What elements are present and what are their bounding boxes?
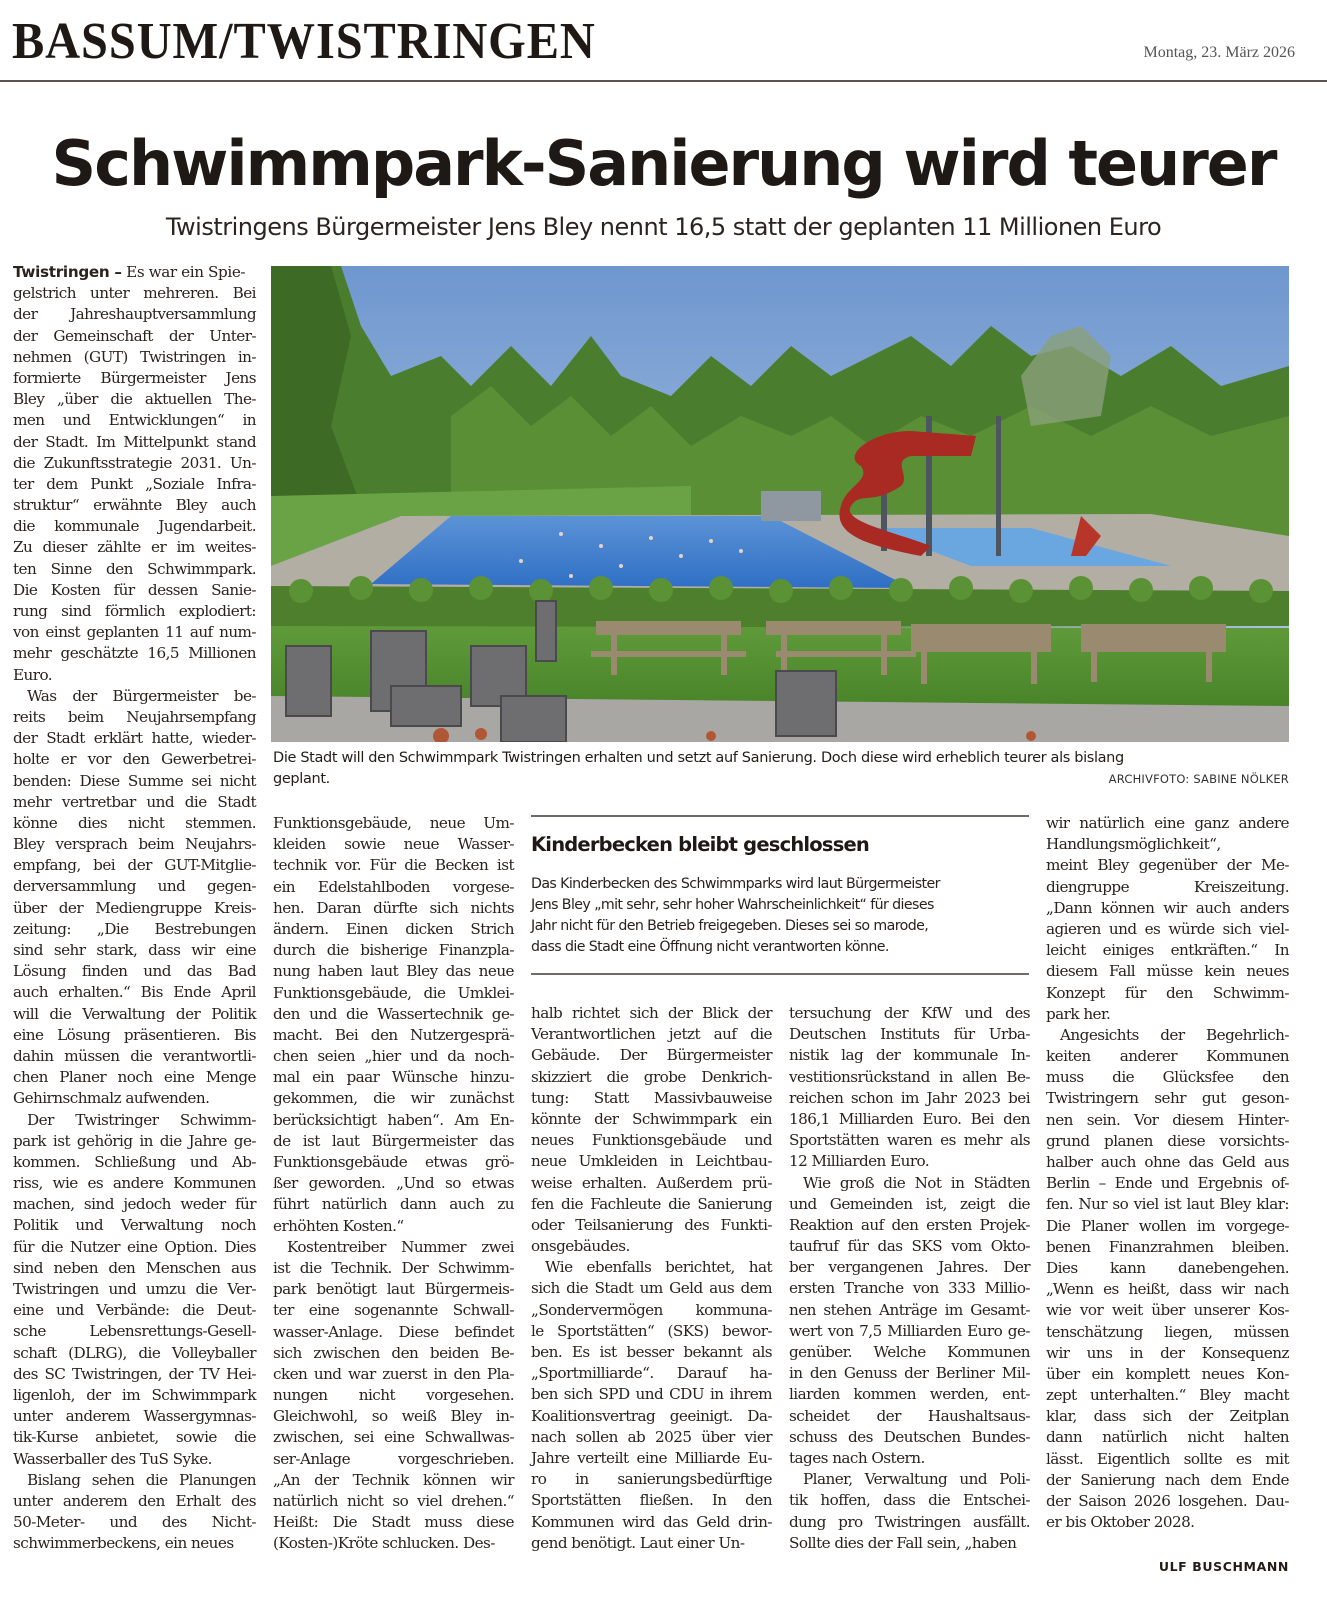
text-line: le Sportstätten“ (SKS) bewor- xyxy=(531,1321,772,1340)
text-line: Sportstätten waren es mehr als xyxy=(789,1131,1030,1150)
text-line: berücksichtigt haben“. Am En- xyxy=(273,1110,514,1129)
text-line: Konzept für den Schwimm- xyxy=(1046,983,1289,1002)
text-line: „Dann können wir auch anders xyxy=(1046,898,1289,917)
text-line: er bis Oktober 2028. xyxy=(1046,1513,1195,1532)
text-line: erhöhten Kosten.“ xyxy=(273,1216,404,1235)
text-line: nen sein. Vor diesem Hinter- xyxy=(1046,1110,1289,1129)
text-line: gelstrich unter mehreren. Bei xyxy=(13,284,256,303)
text-line: ben. Es ist besser bekannt als xyxy=(531,1343,772,1361)
text-line: riss, wie es andere Kommunen xyxy=(13,1174,256,1193)
infobox-line: Jahr nicht für den Betrieb freigegeben. Dieses sei so marode, xyxy=(531,918,929,934)
text-line: wert von 7,5 Milliarden Euro ge- xyxy=(789,1321,1030,1340)
text-line: kleiden sowie neue Wasser- xyxy=(273,835,514,854)
text-line: der Sanierung nach dem Ende xyxy=(1046,1470,1289,1489)
text-line: nach sollen ab 2025 über vier xyxy=(531,1427,772,1446)
text-line: struktur“ erwähnte Bley auch xyxy=(13,496,256,515)
text-line: sich die Stadt um Geld aus dem xyxy=(531,1279,772,1298)
text-line: Dies kann danebengehen. xyxy=(1046,1258,1289,1277)
text-line: tages nach Ostern. xyxy=(789,1448,925,1467)
text-line: Der Twistringer Schwimm- xyxy=(27,1110,256,1129)
text-line: schaft (DLRG), die Volleyballer xyxy=(13,1343,256,1362)
text-line: ben sich SPD und CDU in ihrem xyxy=(531,1385,772,1404)
photo-credit: ARCHIVFOTO: SABINE NÖLKER xyxy=(1108,772,1289,786)
text-line: Twistringen und umzu die Ver- xyxy=(13,1280,256,1298)
text-line: Kostentreiber Nummer zwei xyxy=(287,1237,514,1256)
article-subheadline: Twistringens Bürgermeister Jens Bley nennt 16,5 statt der geplanten 11 Millionen Euro xyxy=(165,213,1162,241)
text-line: Funktionsgebäude, die Umklei- xyxy=(273,983,514,1002)
text-line: wasser-Anlage. Diese befindet xyxy=(273,1322,514,1341)
text-line: Was der Bürgermeister be- xyxy=(27,686,256,705)
text-line: Zu dieser zählte er im weites- xyxy=(13,538,256,557)
text-line: ter eine sogenannte Schwall- xyxy=(273,1301,514,1320)
text-line: natürlich nicht so viel drehen.“ xyxy=(273,1492,514,1510)
text-line: chen Planer noch eine Menge xyxy=(13,1068,256,1087)
text-line: Euro. xyxy=(13,665,53,684)
article-column-4 xyxy=(789,1003,1030,1554)
text-line: schuss des Deutschen Bundes- xyxy=(789,1427,1030,1446)
text-line: könnte der Schwimmpark ein xyxy=(531,1109,772,1128)
infobox-line: dass die Stadt eine Öffnung nicht verantworten könne. xyxy=(531,939,889,955)
text-line: ist die Technik. Der Schwimm- xyxy=(273,1258,514,1277)
infobox-line: Das Kinderbecken des Schwimmparks wird laut Bürgermeister xyxy=(531,876,940,892)
text-line: rung sind förmlich explodiert: xyxy=(13,602,256,620)
header-divider xyxy=(0,80,1327,82)
text-line: ligenloh, der im Schwimmpark xyxy=(13,1385,256,1404)
text-line: tenschätzung liegen, müssen xyxy=(1046,1322,1289,1341)
text-line: Heißt: Die Stadt muss diese xyxy=(273,1513,514,1532)
text-line: ßer geworden. „Und so etwas xyxy=(273,1174,514,1193)
text-line: macht. Bei den Nutzergesprä- xyxy=(273,1025,514,1044)
text-line: mehr vertretbar und die Stadt xyxy=(13,792,256,811)
text-line: auch erhalten.“ Bis Ende April xyxy=(13,983,256,1002)
text-line: für die Nutzer eine Option. Dies xyxy=(13,1237,256,1256)
text-line: „Sondervermögen kommuna- xyxy=(531,1300,772,1319)
text-line: Reaktion auf den ersten Projek- xyxy=(789,1215,1030,1234)
text-line: men und Entwicklungen“ in xyxy=(13,411,256,430)
text-line: gend benötigt. Laut einer Un- xyxy=(531,1533,745,1552)
text-line: Angesichts der Begehrlich- xyxy=(1060,1025,1289,1044)
text-line: technik vor. Für die Becken ist xyxy=(273,856,514,875)
text-line: ersten Tranche von 333 Millio- xyxy=(789,1279,1030,1298)
text-line: oder Teilsanierung des Funkti- xyxy=(531,1215,772,1234)
text-line: unter anderem Wassergymnas- xyxy=(13,1407,256,1426)
text-line: Gleichwohl, so weiß Bley in- xyxy=(273,1407,514,1426)
text-line: sich zwischen den beiden Be- xyxy=(273,1343,514,1362)
text-line: fen die Fachleute die Sanierung xyxy=(531,1194,772,1213)
text-line: ter dem Punkt „Soziale Infra- xyxy=(13,474,256,493)
text-line: halber auch ohne das Geld aus xyxy=(1046,1153,1289,1171)
text-line: taufruf für das SKS vom Okto- xyxy=(789,1237,1030,1256)
text-line: lässt. Eigentlich sollte es mit xyxy=(1046,1449,1289,1468)
text-line: mehr geschätzte 16,5 Millionen xyxy=(13,644,256,663)
text-line: neue Umkleiden in Leichtbau- xyxy=(531,1152,772,1171)
text-line: Bley „über die aktuellen The- xyxy=(13,390,256,409)
dateline: Twistringen – xyxy=(13,263,122,281)
text-line: wir uns in der Konsequenz xyxy=(1046,1343,1289,1362)
article-headline: Schwimmpark-Sanierung wird teurer xyxy=(51,127,1276,200)
infobox-bottom-rule xyxy=(531,973,1029,975)
text-line: scheidet der Haushaltsaus- xyxy=(789,1406,1030,1425)
text-line: könne dies nicht stemmen. xyxy=(13,813,256,832)
text-line: keiten anderer Kommunen xyxy=(1046,1047,1289,1066)
text-line: den und die Wassertechnik ge- xyxy=(273,1004,514,1023)
text-line: ro in sanierungsbedürftige xyxy=(531,1470,772,1489)
caption-line: Die Stadt will den Schwimmpark Twistringen erhalten und setzt auf Sanierung. Doch diese wird erheblich teurer als bislang xyxy=(273,750,1124,766)
text-line: nen stehen Anträge im Gesamt- xyxy=(789,1300,1030,1319)
text-line: sind neben den Menschen aus xyxy=(13,1258,256,1277)
text-line: Funktionsgebäude, neue Um- xyxy=(273,814,514,832)
article-column-5 xyxy=(1046,813,1289,1533)
article-column-2 xyxy=(273,813,514,1555)
infobox-top-rule xyxy=(531,815,1029,817)
text-line: park her. xyxy=(1046,1004,1111,1023)
text-line: eine und Verbände: die Deut- xyxy=(13,1301,256,1320)
text-line: onsgebäudes. xyxy=(531,1237,630,1256)
text-line: ändern. Einen dicken Strich xyxy=(273,919,514,938)
issue-date: Montag, 23. März 2026 xyxy=(1143,44,1295,61)
text-line: wir natürlich eine ganz andere xyxy=(1046,814,1289,832)
text-line: wie vor weit über unserer Kos- xyxy=(1046,1301,1289,1320)
text-fragment: Es war ein Spie- xyxy=(121,263,246,281)
text-line: Wie groß die Not in Städten xyxy=(803,1173,1030,1192)
text-line: Twistringern sehr gut geson- xyxy=(1046,1089,1289,1108)
text-line: machen, sind jedoch weder für xyxy=(13,1195,256,1214)
text-line: hen. Daran dürfte sich nichts xyxy=(273,898,514,917)
text-line: Handlungsmöglichkeit“, xyxy=(1046,835,1221,854)
text-line: derversammlung und gegen- xyxy=(13,877,256,896)
text-line: reichen schon im Jahr 2023 bei xyxy=(789,1088,1030,1107)
text-line: dann natürlich nicht halten xyxy=(1046,1428,1289,1447)
infobox-text xyxy=(531,874,1031,958)
text-line: genüber. Welche Kommunen xyxy=(789,1343,1030,1361)
text-line: sind sehr stark, dass wir eine xyxy=(13,941,256,959)
text-line: dahin müssen die verantwortli- xyxy=(13,1046,256,1065)
text-line: nistik lag der kommunale In- xyxy=(789,1046,1030,1065)
text-line: diengruppe Kreiszeitung. xyxy=(1046,877,1289,896)
text-line: Wasserballer des TuS Syke. xyxy=(13,1449,212,1468)
text-line: (Kosten-)Kröte schlucken. Des- xyxy=(273,1534,495,1553)
text-line: leicht einiges entkräften.“ In xyxy=(1046,941,1289,960)
text-line: über der Mediengruppe Kreis- xyxy=(13,898,256,917)
text-line: Bislang sehen die Planungen xyxy=(27,1470,256,1489)
text-line: Koalitionsvertrag geeinigt. Da- xyxy=(531,1406,772,1425)
text-line: von einst geplanten 11 auf num- xyxy=(13,623,256,642)
text-line: Planer, Verwaltung und Poli- xyxy=(803,1470,1030,1489)
text-line: der Jahreshauptversammlung xyxy=(13,305,256,324)
text-line: der Stadt. Im Mittelpunkt stand xyxy=(13,432,256,451)
text-line: ber vergangenen Jahres. Der xyxy=(789,1258,1030,1277)
text-line: tung: Statt Massivbauweise xyxy=(531,1088,772,1107)
text-line: sche Lebensrettungs-Gesell- xyxy=(13,1322,256,1341)
text-line: 12 Milliarden Euro. xyxy=(789,1152,930,1171)
text-line: mal ein paar Wünsche hinzu- xyxy=(273,1068,514,1087)
infobox-title: Kinderbecken bleibt geschlossen xyxy=(531,833,870,856)
text-line: zwischen, sei eine Schwallwas- xyxy=(273,1428,514,1447)
text-line: Berlin – Ende und Ergebnis of- xyxy=(1046,1174,1289,1193)
text-line: ser-Anlage vorgeschrieben. xyxy=(273,1449,514,1468)
text-line: diesem Fall müsse kein neues xyxy=(1046,962,1289,981)
text-line: gekommen, die wir zunächst xyxy=(273,1089,514,1108)
text-line: reits beim Neujahrsempfang xyxy=(13,707,256,726)
text-line: führt natürlich dann auch zu xyxy=(273,1195,514,1214)
text-line: „Sportmilliarde“. Darauf ha- xyxy=(531,1364,772,1383)
text-line: muss die Glücksfee den xyxy=(1046,1068,1289,1087)
text-line: Jahre verteilt eine Milliarde Eu- xyxy=(531,1448,772,1467)
text-line: chen seien „hier und da noch- xyxy=(273,1047,514,1066)
text-line: dung pro Twistringen ausfällt. xyxy=(789,1512,1030,1531)
text-line: Die Kosten für dessen Sanie- xyxy=(13,580,256,599)
text-line: in den Genuss der Berliner Mil- xyxy=(789,1364,1030,1383)
text-line: Wie ebenfalls berichtet, hat xyxy=(545,1258,772,1277)
text-line: ten Sinne den Schwimmpark. xyxy=(13,559,256,578)
text-line: Kommunen wird das Geld drin- xyxy=(531,1512,772,1531)
text-line: und Gemeinden ist, zeigt die xyxy=(789,1194,1030,1213)
text-line: Verantwortlichen jetzt auf die xyxy=(531,1025,772,1044)
text-line: tik hoffen, dass die Entschei- xyxy=(789,1491,1030,1510)
text-line: des SC Twistringen, der TV Hei- xyxy=(13,1364,256,1383)
text-line: 50-Meter- und des Nicht- xyxy=(13,1513,256,1532)
text-line: holte er vor den Gewerbetrei- xyxy=(13,750,256,769)
text-line: Bley versprach beim Neujahrs- xyxy=(13,835,256,854)
text-line: die Zukunftsstrategie 2031. Un- xyxy=(13,453,256,472)
text-line: zept unterhalten.“ Bley macht xyxy=(1046,1386,1289,1405)
text-line: liarden kommen werden, ent- xyxy=(789,1385,1030,1404)
text-line: „An der Technik können wir xyxy=(273,1470,514,1489)
text-line: tersuchung der KfW und des xyxy=(789,1004,1030,1022)
text-line: nehmen (GUT) Twistringen in- xyxy=(13,347,256,366)
article-column-3 xyxy=(531,1003,772,1554)
text-line: Politik und Verwaltung noch xyxy=(13,1216,256,1235)
text-line: de ist laut Bürgermeister das xyxy=(273,1131,514,1150)
text-line: die kommunale Jugendarbeit. xyxy=(13,517,256,536)
text-line: weise erhalten. Außerdem prü- xyxy=(531,1173,772,1192)
text-line: neues Funktionsgebäude und xyxy=(531,1131,772,1150)
text-line: unter anderem den Erhalt des xyxy=(13,1491,256,1510)
article-author: ULF BUSCHMANN xyxy=(1158,1559,1289,1574)
text-line: park ist gehörig in die Jahre ge- xyxy=(13,1131,256,1150)
text-line: benen Finanzrahmen bleiben. xyxy=(1046,1237,1289,1256)
text-line: über ein komplett neues Kon- xyxy=(1046,1364,1289,1383)
text-line: nungen nicht vorgesehen. xyxy=(273,1386,514,1405)
text-line: will die Verwaltung der Politik xyxy=(13,1004,256,1023)
text-line: Sportstätten fließen. In den xyxy=(531,1491,772,1510)
text-line xyxy=(13,262,256,283)
text-line: schwimmerbeckens, ein neues xyxy=(13,1534,234,1553)
text-line: cken und war zuerst in den Pla- xyxy=(273,1364,514,1383)
text-line: der Saison 2026 losgehen. Dau- xyxy=(1046,1492,1289,1510)
text-line: agieren und es würde sich viel- xyxy=(1046,919,1289,938)
text-line: meint Bley gegenüber der Me- xyxy=(1046,856,1289,875)
text-line: Gebäude. Der Bürgermeister xyxy=(531,1046,772,1065)
text-line: Lösung finden und das Bad xyxy=(13,962,256,981)
text-line: Gehirnschmalz aufwenden. xyxy=(13,1089,210,1108)
text-line: der Stadt erklärt hatte, wieder- xyxy=(13,729,256,748)
text-line: 186,1 Milliarden Euro. Bei den xyxy=(789,1109,1030,1128)
section-title: BASSUM/TWISTRINGEN xyxy=(12,13,596,70)
text-line: fen. Nur so viel ist laut Bley klar: xyxy=(1046,1195,1289,1214)
caption-line: geplant. xyxy=(273,771,330,787)
text-line: nung haben laut Bley das neue xyxy=(273,962,514,981)
text-line: durch die bisherige Finanzpla- xyxy=(273,941,514,960)
text-line: benden: Diese Summe sei nicht xyxy=(13,771,256,790)
text-line: tik-Kurse anbietet, sowie die xyxy=(13,1428,256,1447)
text-line: ein Edelstahlboden vorgese- xyxy=(273,877,514,896)
text-line: „Wenn es heißt, dass wir nach xyxy=(1046,1280,1289,1299)
text-line: vestitionsrückstand in allen Be- xyxy=(789,1067,1030,1086)
text-line: eine Lösung präsentieren. Bis xyxy=(13,1025,256,1044)
text-line: der Gemeinschaft der Unter- xyxy=(13,326,256,345)
outdoor-pool-photo-icon xyxy=(271,266,1289,742)
text-line: formierte Bürgermeister Jens xyxy=(13,368,256,387)
text-line: zeitung: „Die Bestrebungen xyxy=(13,919,256,938)
text-line: park benötigt laut Bürgermeis- xyxy=(273,1280,514,1299)
infobox-line: Jens Bley „mit sehr, sehr hoher Wahrscheinlichkeit“ für dieses xyxy=(531,897,934,913)
article-column-1 xyxy=(13,262,256,1554)
text-line: empfang, bei der GUT-Mitglie- xyxy=(13,856,256,875)
text-line: Funktionsgebäude etwas grö- xyxy=(273,1153,514,1171)
text-line: grund planen diese vorsichts- xyxy=(1046,1131,1289,1150)
text-line: Sollte dies der Fall sein, „haben xyxy=(789,1533,1017,1552)
text-line: klar, dass sich der Zeitplan xyxy=(1046,1407,1289,1426)
text-line: Deutschen Instituts für Urba- xyxy=(789,1025,1030,1044)
text-line: skizziert die grobe Denkrich- xyxy=(531,1067,772,1086)
text-line: halb richtet sich der Blick der xyxy=(531,1004,772,1022)
text-line: kommen. Schließung und Ab- xyxy=(13,1152,256,1171)
article-photo xyxy=(271,266,1289,742)
text-line: Die Planer wollen im vorgege- xyxy=(1046,1216,1289,1235)
